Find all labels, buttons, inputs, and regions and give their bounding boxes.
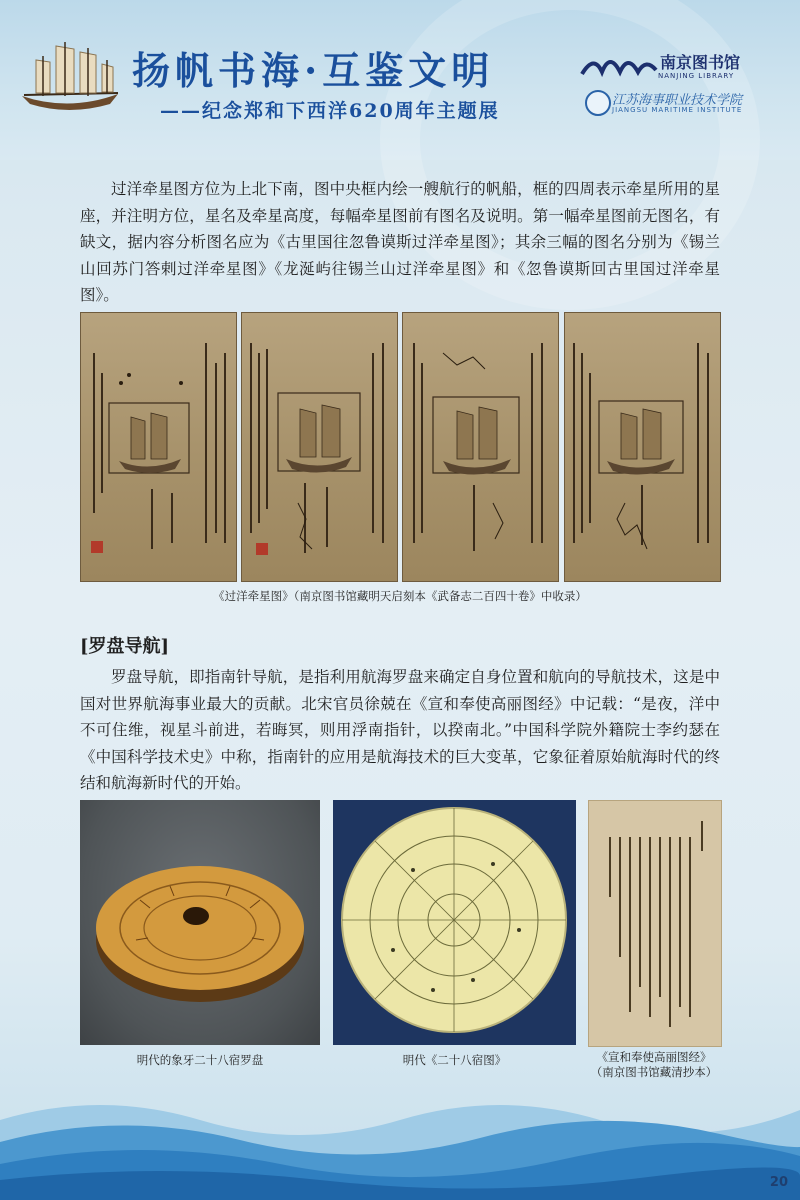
chart-caption: 明代《二十八宿图》 xyxy=(402,1053,507,1067)
maritime-institute-name: 江苏海事职业技术学院 xyxy=(612,93,743,108)
nanjing-library-name: 南京图书馆 xyxy=(660,53,741,72)
exhibition-subtitle: ——纪念郑和下西洋620周年主题展 xyxy=(160,100,500,122)
compass-caption: 明代的象牙二十八宿罗盘 xyxy=(136,1053,264,1067)
intro-paragraph: 过洋牵星图方位为上北下南，图中央框内绘一艘航行的帆船，框的四周表示牵星所用的星座，并注明方位，星名及牵星高度，每幅牵星图前有图名及说明。第一幅牵星图前无图名，有缺文，据内容分析图名应为《古里国往忽鲁谟斯过洋牵星图》；其余三幅的图名分别为《锡兰山回苏门答剌过洋牵星图》《龙涎屿往锡兰山过洋牵星图》和《忽鲁谟斯回古里国过洋牵星图》。 xyxy=(80,180,720,304)
maritime-institute-emblem-icon xyxy=(585,90,611,116)
illustrated-record-book-photo xyxy=(588,800,722,1047)
section-heading: [罗盘导航] xyxy=(80,636,170,657)
wave-decoration xyxy=(0,1080,800,1200)
book-caption-title: 《宣和奉使高丽图经》 xyxy=(596,1050,712,1064)
twenty-eight-mansions-chart-photo xyxy=(333,800,576,1045)
starmap-image xyxy=(241,312,398,582)
ship-icon xyxy=(14,38,124,118)
starmap-gallery xyxy=(80,312,720,580)
starmap-image xyxy=(564,312,721,582)
book-caption-source: （南京图书馆藏清抄本） xyxy=(590,1065,718,1079)
compass-paragraph: 罗盘导航，即指南针导航，是指利用航海罗盘来确定自身位置和航向的导航技术，这是中国对世界航海事业最大的贡献。北宋官员徐兢在《宣和奉使高丽图经》中记载：“是夜，洋中不可住维，视星斗前进，若晦冥，则用浮南指针，以揆南北。”中国科学院外籍院士李约瑟在《中国科学技术史》中称，指南针的应用是航海技术的巨大变革，它象征着原始航海时代的终结和航海新时代的开始。 xyxy=(80,668,720,792)
starmap-image xyxy=(402,312,559,582)
ivory-compass-photo xyxy=(80,800,320,1045)
starmap-caption: 《过洋牵星图》（南京图书馆藏明天启刻本《武备志二百四十卷》中收录） xyxy=(213,589,587,603)
starmap-image xyxy=(80,312,237,582)
page-header xyxy=(0,0,800,160)
maritime-institute-en: JIANGSU MARITIME INSTITUTE xyxy=(612,106,743,114)
page-number: 20 xyxy=(769,1175,788,1190)
nanjing-library-en: NANJING LIBRARY xyxy=(658,72,735,80)
book-caption xyxy=(588,1050,720,1080)
exhibition-title: 扬帆书海·互鉴文明 xyxy=(132,48,495,93)
